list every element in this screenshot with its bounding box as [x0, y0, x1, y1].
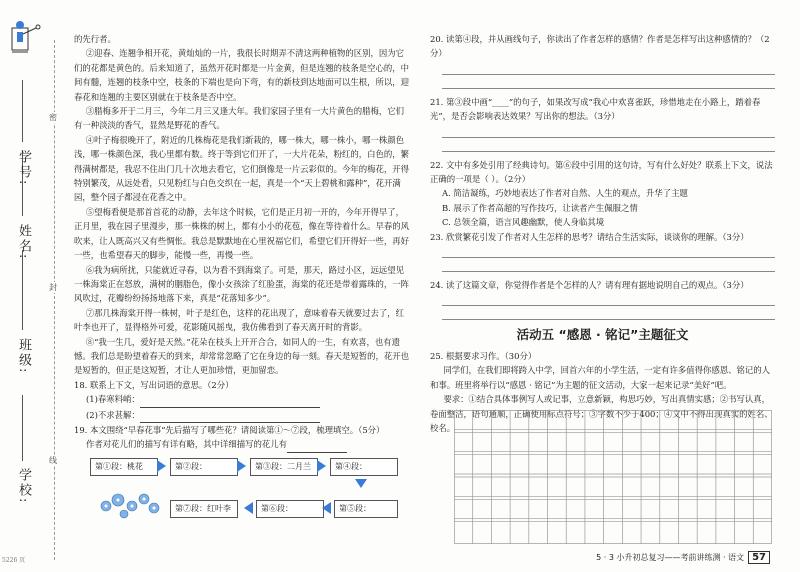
q18-b-blank[interactable] — [140, 408, 320, 423]
q18-item-a — [74, 392, 410, 407]
q19-sub — [74, 437, 410, 452]
flow-box-4[interactable]: 第④段： — [330, 458, 398, 476]
q22-option-a[interactable]: A. 简洁凝练，巧妙地表达了作者对自然、人生的观点，升华了主题 — [442, 188, 688, 199]
passage-paragraph: ⑧“我一生几，爱好是天然。”花朵在枝头上开开合合，如同人的一生，有欢喜，也有遗憾。我们总是盼望着春天的到来，却常常忽略了它在身边的每一刻。春天是短暂的，花开也是短暂的，但正是这短暂，才让人更加珍惜，更加留恋。 — [74, 336, 409, 376]
question-23: 23. 欣赏繁花引发了作者对人生怎样的思考？请结合生活实际，谈谈你的理解。（3分） — [430, 231, 749, 242]
passage-paragraph: ⑤望梅看便是那首首花的动静，去年这个时候，它们是正月初一开的，今年开得早了，正月里，我在园子里漫步，那一株株的树上，都有小小的花苞，像在等待着什么。早春的风吹来，让人既高兴又有些惆怅。我总是默默地在心里祝福它们，希望它们开得好一些，再好一些，也希望春天的脚步，能慢一些，再慢一些。 — [74, 206, 409, 261]
name-label: 姓名: — [16, 224, 31, 261]
flow-arrow-left — [244, 502, 253, 514]
flow-arrow — [157, 460, 166, 472]
mascot-icon — [8, 18, 46, 60]
page-number: 57 — [748, 551, 770, 564]
flow-box-5: 第⑦段：红叶李 — [170, 500, 238, 518]
flow-arrow — [237, 460, 246, 472]
passage-paragraph: ④叶子梅很晚开了，附近的几株梅花是我们新栽的，哪一株大，哪一株小，哪一株颜色浅，哪一株颜色深，我心里都有数。终于等到它们开了，一大片花朵，粉红的，白色的，繁得满树都是，我忍不住出门几十次地去看它，它们倒像是一片云彩似的。今年的梅花，开得特别繁茂，从远处看，只见粉红与白色交织在一起，真是一个“天上碧桃和露种”，花开满园，整个园子都浸在花香之中。 — [74, 134, 409, 203]
answer-line[interactable] — [442, 138, 775, 152]
answer-line[interactable] — [442, 244, 775, 258]
school-label: 学校: — [16, 468, 31, 505]
flow-arrow-left — [322, 502, 331, 514]
section-title: 活动五 “感恩 · 铭记”主题征文 — [516, 327, 689, 343]
question-25: 25. 根据要求习作。（30分） — [430, 350, 537, 361]
flow-box-6[interactable]: 第⑥段： — [256, 500, 324, 518]
question-18: 18. 联系上下文，写出词语的意思。（2分） — [74, 379, 234, 390]
q19-sub-blank[interactable] — [287, 437, 347, 452]
q19-sub-text: 作者对花儿们的描写有详有略，其中详细描写的花儿有 — [86, 439, 287, 450]
q18-item-b — [74, 408, 410, 423]
school-blank[interactable] — [22, 395, 23, 461]
answer-line[interactable] — [442, 258, 775, 272]
answer-line[interactable] — [442, 75, 775, 89]
crop-mark-text: 5226 页 — [2, 557, 26, 564]
answer-line[interactable] — [442, 124, 775, 138]
question-24: 24. 读了这篇文章，你觉得作者是个怎样的人？请有理有据地说明自己的观点。（3分） — [430, 280, 749, 291]
flow-arrow-down — [355, 479, 367, 488]
q22-option-c[interactable]: C. 总领全篇，语言风趣幽默，使人身临其境 — [442, 217, 605, 228]
class-label: 班级: — [16, 338, 31, 375]
answer-line[interactable] — [442, 61, 775, 75]
answer-line[interactable] — [442, 292, 775, 306]
seal-char-3: 线 — [49, 456, 57, 465]
q18-a-label: (1)春寒料峭： — [86, 394, 140, 405]
series-title: 5 · 3 小升初总复习——考前讲练测 · 语文 — [596, 553, 745, 562]
flow-box-1: 第①段：桃花 — [90, 458, 158, 476]
seal-char-1: 密 — [49, 113, 57, 122]
q18-a-blank[interactable] — [140, 392, 320, 407]
question-22: 22. 文中有多处引用了经典诗句。第⑥段中引用的这句诗，写有什么好处？联系上下文，说法正确的一项是（ ）。（2分） — [430, 159, 773, 185]
writing-grid[interactable] — [454, 410, 772, 544]
flow-arrow — [317, 460, 326, 472]
passage-paragraph: ⑥我为病所扰，只能就近寻春，以为看不到海棠了。可是，那天，路过小区，远远望见一株海棠正在怒放，满树的胭脂色，像小女孩涂了红脸蛋，海棠的花还是带着露珠的，一阵风吹过，花瓣纷纷扬扬地落下来，真是“花落知多少”。 — [74, 264, 409, 304]
passage-paragraph: ③腊梅多开于二月三，今年二月三又逢大年。我们家园子里有一大片黄色的腊梅，它们有一种淡淡的香气，显然是野花的香气。 — [74, 106, 404, 131]
seal-char-2: 封 — [49, 283, 57, 292]
question-21: 21. 第③段中画“____”的句子，如果改写成“我心中欢喜雀跃，珍惜地走在小路上，踏着春光”，是否会影响表达效果？写出你的想法。（3分） — [430, 96, 761, 122]
passage-paragraph: ②迎春、连翘争相开花，黄灿灿的一片，我很长时期弄不清这两种植物的区别，因为它们的花都是黄色的。后来知道了，虽然开花时都是一片金黄，但是连翘的枝条是空心的，中间有髓，连翘的枝条中空，枝条的下端也是向下弯，有的新枝到达地面可以生根，所以，迎春花和连翘的主要区别就在于枝条是否中空。 — [74, 48, 409, 102]
flow-box-2[interactable]: 第②段： — [170, 458, 238, 476]
passage-line: 的先行者。 — [74, 34, 116, 44]
essay-requirements: 要求：①结合具体事例写人或记事，立意新颖，构思巧妙，写出真情实感；②书写认真，卷面整洁，语句通顺，正确使用标点符号；③字数不少于400；④文中不得出现真实的姓名、校名。 — [430, 394, 773, 433]
binding-strip — [0, 0, 72, 572]
page-footer — [596, 551, 770, 564]
q18-b-label: (2)不求甚解： — [86, 409, 140, 420]
flow-box-7[interactable]: 第⑤段： — [334, 500, 398, 518]
answer-line[interactable] — [442, 306, 775, 320]
id-blank[interactable] — [22, 80, 23, 142]
question-20: 20. 读第④段，并从画线句子，你读出了作者怎样的感情？作者是怎样写出这种感情的？（2分） — [430, 34, 770, 59]
flower-decoration-icon — [96, 484, 166, 524]
q22-option-b[interactable]: B. 展示了作者高超的写作技巧，让读者产生佩服之情 — [442, 202, 638, 213]
essay-prompt: 同学们，在我们即将跨入中学，回首六年的小学生活，一定有许多值得你感恩、铭记的人和事。班里将举行以“感恩 · 铭记”为主题的征文活动，大家一起来记录“美好”吧。 — [430, 365, 771, 390]
question-19: 19. 本文围绕“早春花事”先后描写了哪些花？请阅读第①～⑦段，梳理填空。（5分） — [74, 424, 385, 435]
id-label: 学号: — [16, 150, 31, 187]
class-blank[interactable] — [22, 250, 23, 330]
flow-box-3: 第③段：二月兰 — [250, 458, 318, 476]
passage-paragraph: ⑦那几株海棠开得一株树，叶子是红色，这样的花出现了，意味着春天就要过去了，红叶李也开了，显得格外可爱，花影随风摇曳，我仿佛看到了春天离开时的背影。 — [74, 307, 404, 333]
